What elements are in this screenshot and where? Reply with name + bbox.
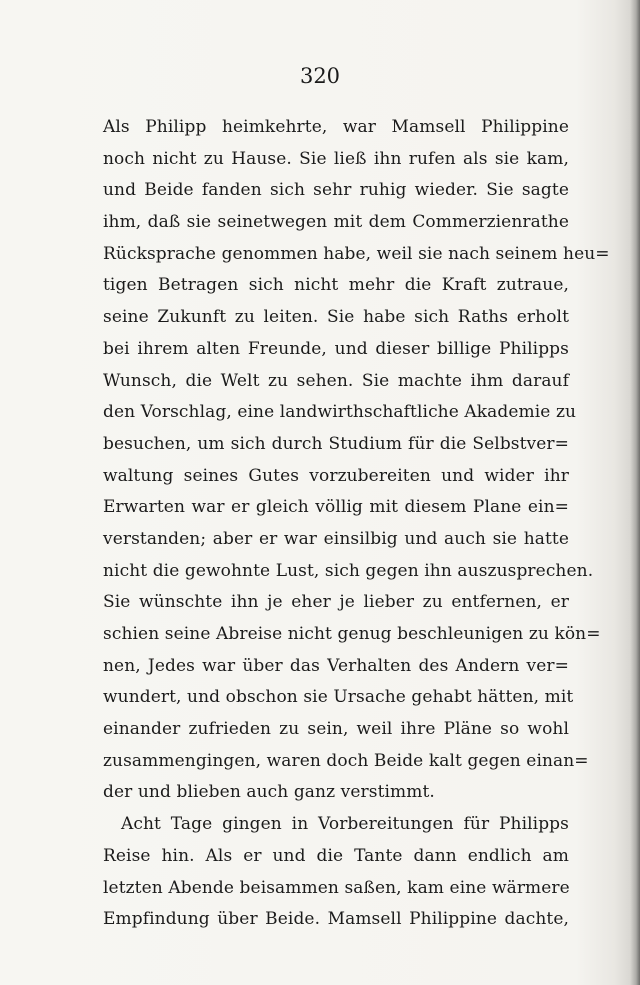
text-line: noch nicht zu Hause. Sie ließ ihn rufen als sie kam,: [103, 148, 569, 169]
text-line: wundert, und obschon sie Ursache gehabt hätten, mit: [103, 687, 574, 708]
text-line: nen, Jedes war über das Verhalten des Andern ver=: [103, 655, 569, 676]
text-line: Als Philipp heimkehrte, war Mamsell Philippine: [103, 117, 569, 137]
text-line: Rücksprache genommen habe, weil sie nach seinem heu=: [103, 243, 610, 264]
text-line: ihm, daß sie seinetwegen mit dem Commerzienrathe: [103, 212, 569, 233]
page-edge-shadow: [630, 0, 640, 985]
text-line: tigen Betragen sich nicht mehr die Kraft zutraue,: [103, 275, 569, 296]
body-text: [103, 112, 610, 936]
text-line: zusammengingen, waren doch Beide kalt gegen einan=: [103, 750, 589, 771]
text-line: schien seine Abreise nicht genug beschleunigen zu kön=: [103, 624, 601, 644]
text-line: seine Zukunft zu leiten. Sie habe sich Raths erholt: [103, 307, 569, 328]
text-line: Sie wünschte ihn je eher je lieber zu entfernen, er: [103, 592, 569, 613]
text-line: Wunsch, die Welt zu sehen. Sie machte ihm darauf: [103, 370, 569, 391]
text-line: waltung seines Gutes vorzubereiten und wider ihr: [103, 465, 569, 486]
text-line: und Beide fanden sich sehr ruhig wieder. Sie sagte: [103, 180, 569, 201]
text-line: letzten Abende beisammen saßen, kam eine wärmere: [103, 877, 570, 898]
text-line: Reise hin. Als er und die Tante dann endlich am: [103, 845, 569, 866]
text-line: verstanden; aber er war einsilbig und auch sie hatte: [103, 528, 569, 549]
page-number: 320: [299, 64, 341, 88]
text-line: bei ihrem alten Freunde, und dieser billige Philipps: [103, 338, 569, 359]
text-line: Erwarten war er gleich völlig mit diesem Plane ein=: [103, 497, 569, 518]
text-line: einander zufrieden zu sein, weil ihre Pläne so wohl: [103, 719, 569, 740]
text-line: nicht die gewohnte Lust, sich gegen ihn auszusprechen.: [103, 560, 594, 581]
text-line: besuchen, um sich durch Studium für die Selbstver=: [103, 433, 569, 454]
text-line: den Vorschlag, eine landwirthschaftliche Akademie zu: [103, 402, 577, 423]
text-line: Empfindung über Beide. Mamsell Philippine dachte,: [103, 909, 569, 930]
text-line: der und blieben auch ganz verstimmt.: [103, 782, 435, 803]
text-line: Acht Tage gingen in Vorbereitungen für Philipps: [121, 814, 569, 835]
